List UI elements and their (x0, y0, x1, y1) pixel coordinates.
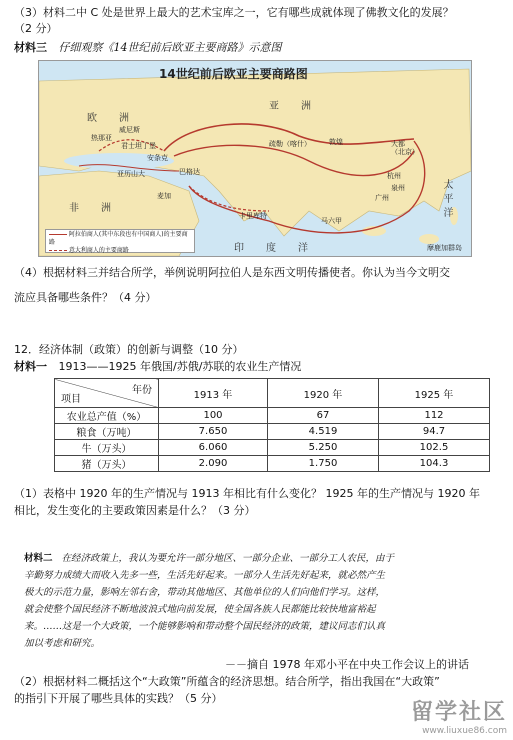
legend-arab-routes: 阿拉伯商人(其中东段也有中国商人)的主要商路 (49, 231, 188, 246)
table-row (55, 456, 490, 472)
label-venice: 威尼斯 (119, 126, 140, 134)
material-2-label: 材料二 (24, 553, 53, 564)
label-pacific: 太平洋 (441, 179, 452, 221)
row-item: 粮食（万吨） (55, 424, 159, 440)
header-1913: 1913 年 (159, 379, 268, 408)
label-malacca: 马六甲 (321, 217, 342, 225)
header-year: 年份 (132, 385, 152, 396)
row-value: 1.750 (268, 456, 379, 472)
label-dadu: 大都 (391, 140, 405, 148)
label-moluccas: 摩鹿加群岛 (427, 244, 462, 252)
header-item: 项目 (61, 394, 81, 405)
table-corner-cell (55, 379, 159, 408)
material-1-label: 材料一 (14, 360, 47, 373)
material-1-caption: 1913——1925 年俄国/苏俄/苏联的农业生产情况 (58, 360, 302, 373)
material-2-line: 来。……这是一个大政策，一个能够影响和带动整个国民经济的政策，建议同志们认真 (24, 621, 386, 632)
site-watermark (411, 695, 507, 736)
trade-route-map (38, 60, 472, 257)
watermark-url: www.liuxue86.com (422, 726, 507, 736)
question-12-title: 12．经济体制（政策）的创新与调整（10 分） (14, 343, 244, 356)
header-1925: 1925 年 (379, 379, 490, 408)
material-3-caption: 仔细观察《14世纪前后欧亚主要商路》示意图 (58, 41, 282, 54)
label-beijing: （北京） (391, 148, 419, 156)
agriculture-table (54, 378, 490, 472)
question-1-line1: （1）表格中 1920 年的生产情况与 1913 年相比有什么变化？ 1925 年的生产情况与 1920 年 (14, 487, 480, 500)
row-item: 猪（万头） (55, 456, 159, 472)
label-genoa: 热那亚 (91, 134, 112, 142)
row-value: 2.090 (159, 456, 268, 472)
label-dunhuang: 敦煌 (329, 138, 343, 146)
row-value: 94.7 (379, 424, 490, 440)
map-legend (45, 229, 195, 253)
label-alexandria: 亚历山大 (117, 170, 145, 178)
row-value: 7.650 (159, 424, 268, 440)
row-value: 112 (379, 408, 490, 424)
row-item: 牛（万头） (55, 440, 159, 456)
row-value: 100 (159, 408, 268, 424)
material-3-label: 材料三 (14, 41, 47, 54)
row-value: 67 (268, 408, 379, 424)
row-value: 6.060 (159, 440, 268, 456)
label-constantinople: 君士坦丁堡 (121, 142, 156, 150)
question-4-line2: 流应具备哪些条件？（4 分） (14, 291, 157, 304)
watermark-logo-text: 留学社区 (410, 700, 507, 725)
label-guangzhou: 广州 (375, 194, 389, 202)
table-row (55, 440, 490, 456)
material-1-header (14, 359, 301, 374)
row-value: 5.250 (268, 440, 379, 456)
question-3-line2: （2 分） (14, 22, 58, 35)
material-2-line: 就会使整个国民经济不断地波浪式地向前发展，使全国各族人民都能比较快地富裕起 (24, 604, 376, 615)
question-4-line1: （4）根据材料三并结合所学，举例说明阿拉伯人是东西文明传播使者。你认为当今文明交 (14, 266, 450, 279)
row-value: 104.3 (379, 456, 490, 472)
material-2-source: －－摘自 1978 年邓小平在中央工作会议上的讲话 (225, 658, 469, 671)
table-row (55, 424, 490, 440)
table-header-row (55, 379, 490, 408)
label-hangzhou: 杭州 (387, 172, 401, 180)
material-2-line: 加以考虑和研究。 (24, 638, 101, 649)
label-indian-ocean: 印 度 洋 (234, 243, 314, 254)
legend-italian-routes: 意大利商人的主要商路 (68, 247, 129, 254)
material-2-line (24, 551, 494, 567)
map-graphic (39, 61, 471, 256)
label-africa: 非 洲 (69, 203, 117, 214)
header-1920: 1920 年 (268, 379, 379, 408)
label-europe: 欧 洲 (87, 113, 135, 124)
material-2-line: 极大的示范力量，影响左邻右舍，带动其他地区、其他单位的人们向他们学习。这样， (24, 587, 386, 598)
label-asia: 亚 洲 (269, 101, 317, 112)
material-2-line: 辛勤努力成绩大而收入先多一些，生活先好起来。一部分人生活先好起来，就必然产生 (24, 570, 386, 581)
label-quanzhou: 泉州 (391, 184, 405, 192)
row-value: 102.5 (379, 440, 490, 456)
table-row (55, 408, 490, 424)
row-value: 4.519 (268, 424, 379, 440)
label-calicut: 卡里库特 (239, 212, 267, 220)
label-baghdad: 巴格达 (179, 168, 200, 176)
question-1-line2: 相比，发生变化的主要政策因素是什么？（3 分） (14, 504, 256, 517)
row-item: 农业总产值（%） (55, 408, 159, 424)
question-2-line2: 的指引下开展了哪些具体的实践？（5 分） (14, 692, 223, 705)
question-3-line1: （3）材料二中 C 处是世界上最大的艺术宝库之一，它有哪些成就体现了佛教文化的发展？ (14, 6, 454, 19)
label-mecca: 麦加 (157, 192, 171, 200)
question-2-line1: （2）根据材料二概括这个“大政策”所蕴含的经济思想。结合所学，指出我国在“大政策” (14, 675, 440, 688)
map-title: 14世纪前后欧亚主要商路图 (159, 67, 308, 81)
label-kashgar: 疏勒（喀什） (269, 140, 311, 148)
material-2-text: 在经济政策上，我认为要允许一部分地区、一部分企业、一部分工人农民，由于 (61, 553, 395, 564)
material-3-header (14, 40, 282, 55)
label-antioch: 安条克 (147, 154, 168, 162)
